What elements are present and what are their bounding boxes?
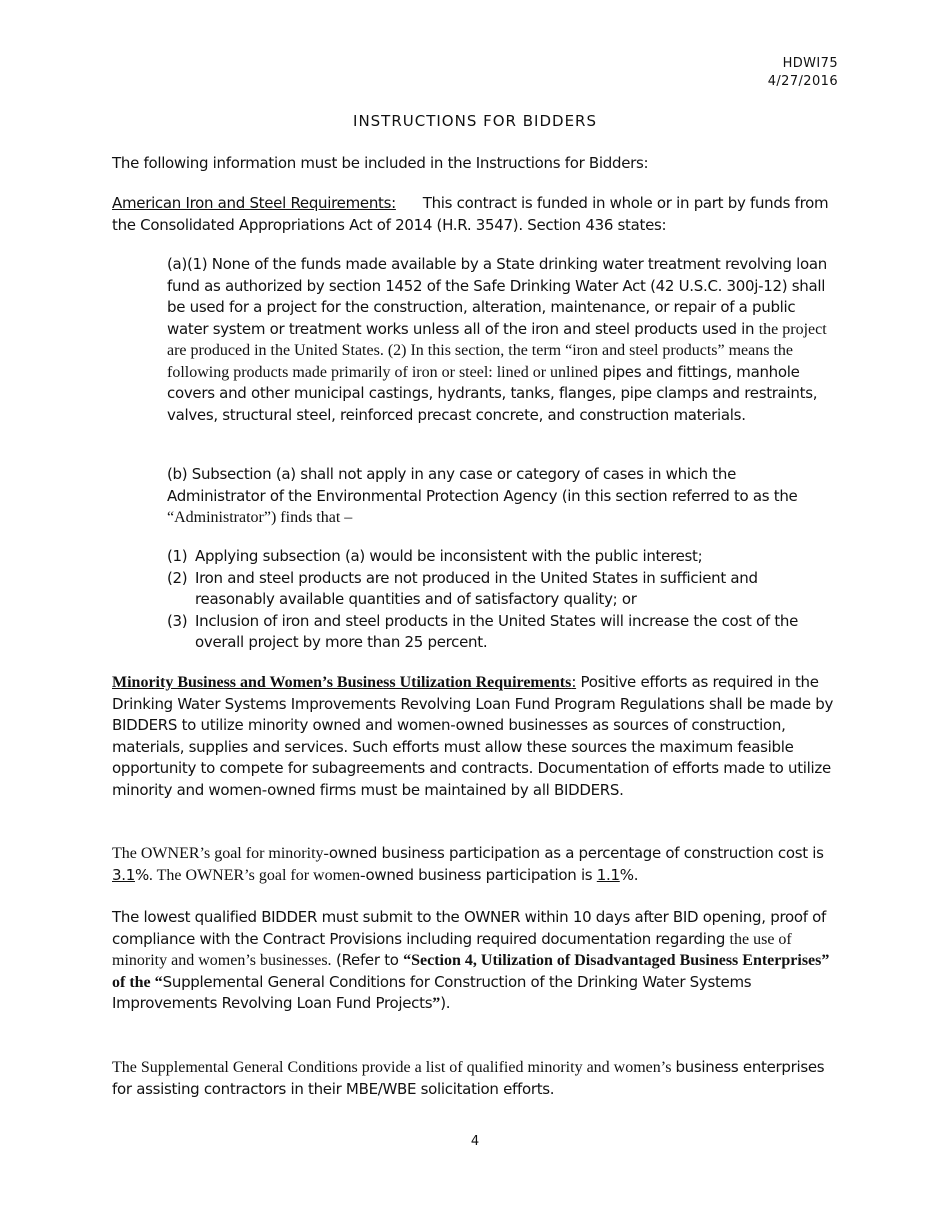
minority-text: Positive efforts as required in the Drinking Water Systems Improvements Revolving Loan Fund Program Regulations shall be made by BIDDERS to utilize minority owned and women-owned businesses as sources of construction, materials, supplies and services. Such efforts must allow these sources the maximum feasible opportunity to compete for subagreements and contracts. Documentation of efforts made to utilize minority and women-owned firms must be maintained by all BIDDERS. (112, 673, 834, 799)
goals-pct-2: %. (619, 865, 639, 884)
section-b-part1: (b) Subsection (a) shall not apply in any case or category of cases in which the Administrator of the Environmental Protection Agency (in this section referred to as the (167, 465, 798, 505)
supplemental-paragraph (112, 1057, 838, 1100)
list-item-number: (1) (167, 547, 188, 565)
list-item (167, 611, 837, 654)
section-a-part3: pipes and fittings, manhole covers and other municipal castings, hydrants, tanks, flanges, pipe clamps and restraints, valves, structural steel, reinforced precast concrete, and construction materials. (167, 362, 818, 424)
goals-mid-2: owned business participation is (365, 865, 597, 884)
lowest-bidder-close: ). (440, 994, 451, 1012)
goals-mid-1: owned business participation as a percentage of construction cost is (328, 844, 824, 862)
page-number: 4 (470, 1134, 480, 1149)
goals-pct-1: % (134, 865, 149, 884)
supplemental-text-1: The Supplemental General Conditions provide a list of qualified minority and women’s (112, 1059, 676, 1076)
american-iron-heading: American Iron and Steel Requirements: (112, 194, 396, 212)
goals-prefix-1: The OWNER’s goal for minority- (112, 845, 329, 862)
minority-heading: Minority Business and Women’s Business Utilization Requirements (112, 674, 572, 691)
conditions-list (167, 546, 837, 654)
minority-heading-colon: : (571, 673, 577, 691)
document-header (768, 55, 838, 91)
lowest-bidder-text-1: The lowest qualified BIDDER must submit to the OWNER within 10 days after BID opening, proof of compliance with the Contract Provisions including required documentation regarding (112, 908, 827, 948)
lowest-bidder-doc-title: Supplemental General Conditions for Construction of the Drinking Water Systems Improvements Revolving Loan Fund Projects (112, 972, 752, 1012)
wbe-goal-value: 1.1 (596, 865, 620, 884)
page-title: INSTRUCTIONS FOR BIDDERS (353, 112, 597, 130)
document-id: HDWI75 (782, 56, 838, 71)
intro-paragraph: The following information must be included in the Instructions for Bidders: (112, 154, 649, 172)
list-item (167, 568, 837, 611)
supplemental-text-2: business enterprises for assisting contractors in their MBE/WBE solicitation efforts. (112, 1058, 825, 1098)
lowest-bidder-close-quote: ” (432, 995, 441, 1012)
lowest-bidder-refer: (Refer to (331, 951, 404, 969)
list-item (167, 546, 837, 568)
list-item-number: (2) (167, 568, 188, 587)
list-item-text: Iron and steel products are not produced in the United States in sufficient and reasonably available quantities and of satisfactory quality; or (195, 568, 758, 608)
list-item-text: Inclusion of iron and steel products in the United States will increase the cost of the overall project by more than 25 percent. (195, 611, 799, 651)
list-item-number: (3) (167, 611, 188, 630)
lowest-bidder-bold-ref: “Section 4, Utilization of Disadvantaged Business Enterprises” of the “ (112, 952, 830, 991)
lowest-bidder-text-2: the use of minority and women’s businesses. (112, 930, 792, 969)
american-iron-text: This contract is funded in whole or in part by funds from the Consolidated Appropriations Act of 2014 (H.R. 3547). Section 436 states: (112, 194, 829, 234)
section-a-paragraph (167, 254, 837, 426)
goals-prefix-2: . The OWNER’s goal for women- (148, 866, 366, 884)
section-a-part2: the project are produced in the United States. (2) In this section, the term “iron and steel products” means the following products made primarily of iron or steel: lined or unlined (167, 320, 827, 381)
mbe-goal-value: 3.1 (112, 865, 135, 884)
list-item-text: Applying subsection (a) would be inconsistent with the public interest; (195, 547, 703, 565)
american-iron-paragraph (112, 193, 838, 236)
lowest-bidder-paragraph (112, 907, 838, 1015)
section-b-part2: “Administrator”) finds that – (167, 509, 353, 526)
document-date: 4/27/2016 (767, 74, 838, 89)
section-b-paragraph (167, 464, 837, 529)
goals-paragraph (112, 843, 838, 886)
section-a-part1: (a)(1) None of the funds made available by a State drinking water treatment revolving loan fund as authorized by section 1452 of the Safe Drinking Water Act (42 U.S.C. 300j-12) shall be used for a project for the construction, alteration, maintenance, or repair of a public water system or treatment works unless all of the iron and steel products used in (167, 255, 827, 338)
minority-paragraph (112, 672, 838, 801)
